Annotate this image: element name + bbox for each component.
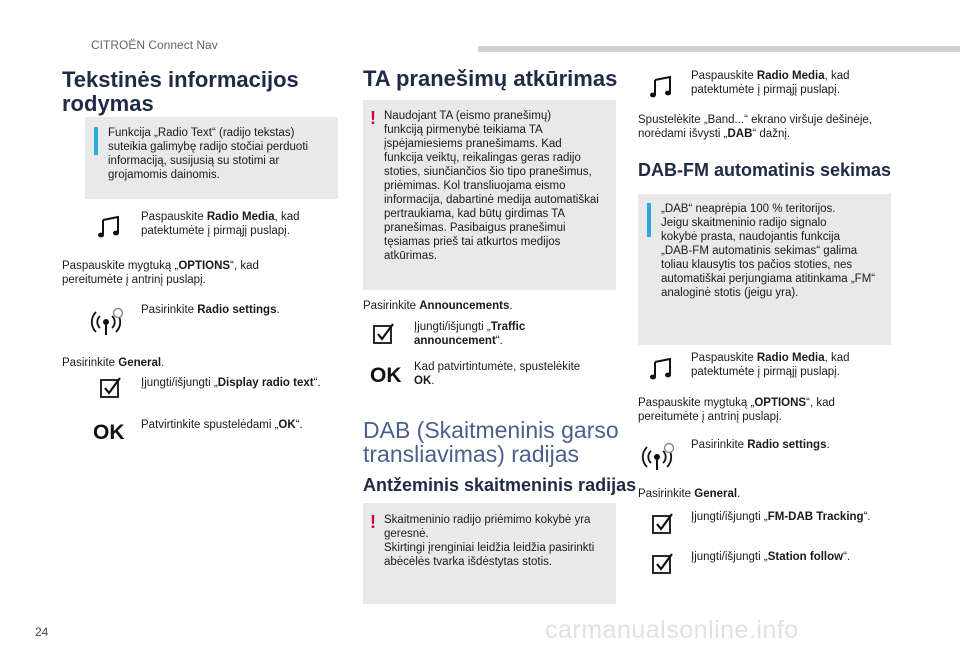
step-display-radio-text: Įjungti/išjungti „Display radio text“. <box>141 377 321 389</box>
step-radio-media: Paspauskite Radio Media, kad patektumėte į pirmąjį puslapį. <box>141 211 300 237</box>
warning-icon: ! <box>370 108 376 128</box>
radio-settings-icon <box>92 305 128 337</box>
checkbox-icon <box>373 323 395 345</box>
paragraph-band: Spustelėkite „Band...“ ekrano viršuje dešinėje, norėdami išvysti „DAB“ dažnį. <box>638 114 872 140</box>
info-note: „DAB“ neaprėpia 100 % teritorijos. Jeigu skaitmeninio radijo signalo kokybė prasta, naudojantis funkcija „DAB-FM automatinis sekimas“ galima toliau klausytis tos pačios stoties, nes automatiškai perjungiama atitinkama „FM“ analoginė stotis (jeigu yra). <box>638 194 891 345</box>
music-note-icon <box>98 216 124 238</box>
radio-settings-icon <box>643 440 679 472</box>
subheading-terrestrial: Antžeminis skaitmeninis radijas <box>363 475 637 495</box>
music-note-icon <box>650 76 676 98</box>
step-station-follow: Įjungti/išjungti „Station follow“. <box>691 551 851 563</box>
page-number: 24 <box>35 625 49 639</box>
checkbox-icon <box>652 513 674 535</box>
info-note: Funkcija „Radio Text“ (radijo tekstas) suteikia galimybę radijo stočiai perduoti informaciją, susijusią su stotimi ar grojamomis dainomis. <box>85 117 338 199</box>
section-heading-ta: TA pranešimų atkūrimas <box>363 66 618 91</box>
step-radio-media: Paspauskite Radio Media, kad patektumėte į pirmąjį puslapį. <box>691 70 850 96</box>
info-icon <box>647 203 651 237</box>
ok-icon: OK <box>93 421 125 444</box>
paragraph-general: Pasirinkite General. <box>638 488 741 500</box>
section-heading-dab-fm: DAB-FM automatinis sekimas <box>638 160 892 180</box>
step-fm-dab-tracking: Įjungti/išjungti „FM-DAB Tracking“. <box>691 511 871 523</box>
warning-note: ! Skaitmeninio radijo priėmimo kokybė yra geresnė. Skirtingi įrenginiai leidžia leidžia pasirinkti abėcėlės tvarka išdėstytas stotis. <box>363 503 616 604</box>
info-icon <box>94 127 98 155</box>
header-bar <box>478 46 960 52</box>
warning-icon: ! <box>370 512 376 532</box>
checkbox-icon <box>652 553 674 575</box>
section-heading-radio-text: Tekstinės informacijos rodymas <box>62 67 299 116</box>
paragraph-options: Paspauskite mygtuką „OPTIONS“, kad pereitumėte į antrinį puslapį. <box>638 397 835 423</box>
paragraph-general: Pasirinkite General. <box>62 357 165 369</box>
music-note-icon <box>650 358 676 380</box>
header-title: CITROËN Connect Nav <box>91 38 218 52</box>
section-heading-dab: DAB (Skaitmeninis garso transliavimas) radijas <box>363 417 619 467</box>
step-confirm-ok: Patvirtinkite spustelėdami „OK“. <box>141 419 303 431</box>
step-confirm-ok: Kad patvirtintumėte, spustelėkite OK. <box>414 361 581 387</box>
step-traffic-announcement: Įjungti/išjungti „Traffic announcement“. <box>414 321 526 347</box>
step-radio-settings: Pasirinkite Radio settings. <box>691 439 830 451</box>
warning-note: ! Naudojant TA (eismo pranešimų) funkciją pirmenybė teikiama TA įspėjamiesiems pranešimams. Kad funkcija veiktų, reikalingas geras radijo stoties, siunčiančios šio tipo pranešimus, priėmimas. Kol transliuojama eismo informacija, dabartinė medija automatiškai pertraukiama, kad būtų girdimas TA pranešimas. Pasibaigus pranešimui tęsiamas prieš tai atkurtos medijos atkūrimas. <box>363 100 616 290</box>
paragraph-options: Paspauskite mygtuką „OPTIONS“, kad pereitumėte į antrinį puslapį. <box>62 260 259 286</box>
step-radio-settings: Pasirinkite Radio settings. <box>141 304 280 316</box>
watermark: carmanualsonline.info <box>545 616 799 644</box>
paragraph-announcements: Pasirinkite Announcements. <box>363 300 513 312</box>
ok-icon: OK <box>370 364 402 387</box>
checkbox-icon <box>100 377 122 399</box>
step-radio-media: Paspauskite Radio Media, kad patektumėte į pirmąjį puslapį. <box>691 352 850 378</box>
